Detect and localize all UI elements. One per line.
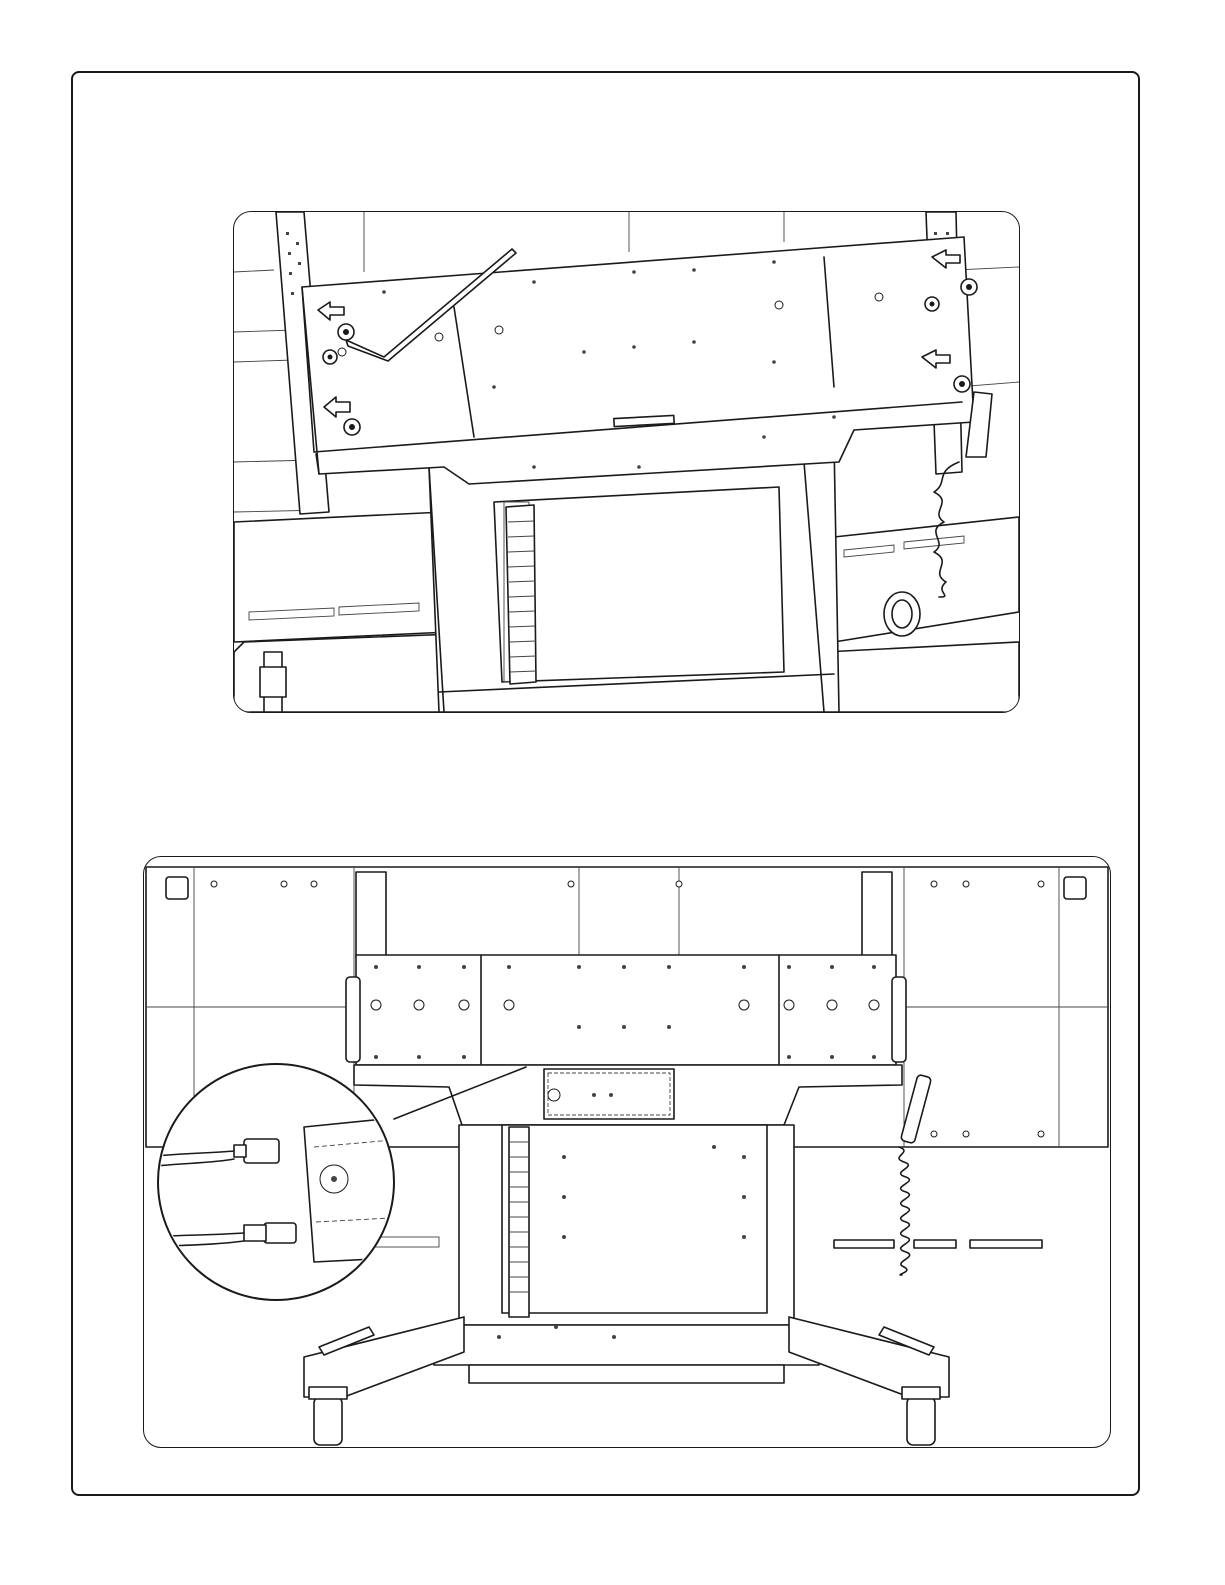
figure-1-bracket-screws bbox=[233, 211, 1020, 713]
cable-chain bbox=[506, 505, 536, 684]
mounting-bracket bbox=[302, 237, 974, 484]
cable-tray bbox=[544, 1069, 674, 1119]
caster-icon bbox=[884, 592, 920, 636]
mounting-bracket bbox=[346, 955, 906, 1065]
lift-column bbox=[459, 1125, 794, 1325]
figure-2-cable-connection bbox=[143, 856, 1111, 1448]
cart-base bbox=[304, 1317, 949, 1397]
cable-chain bbox=[509, 1127, 529, 1317]
figure-2-illustration bbox=[144, 857, 1110, 1447]
figure-1-illustration bbox=[234, 212, 1019, 712]
caster-icon bbox=[309, 1387, 940, 1445]
